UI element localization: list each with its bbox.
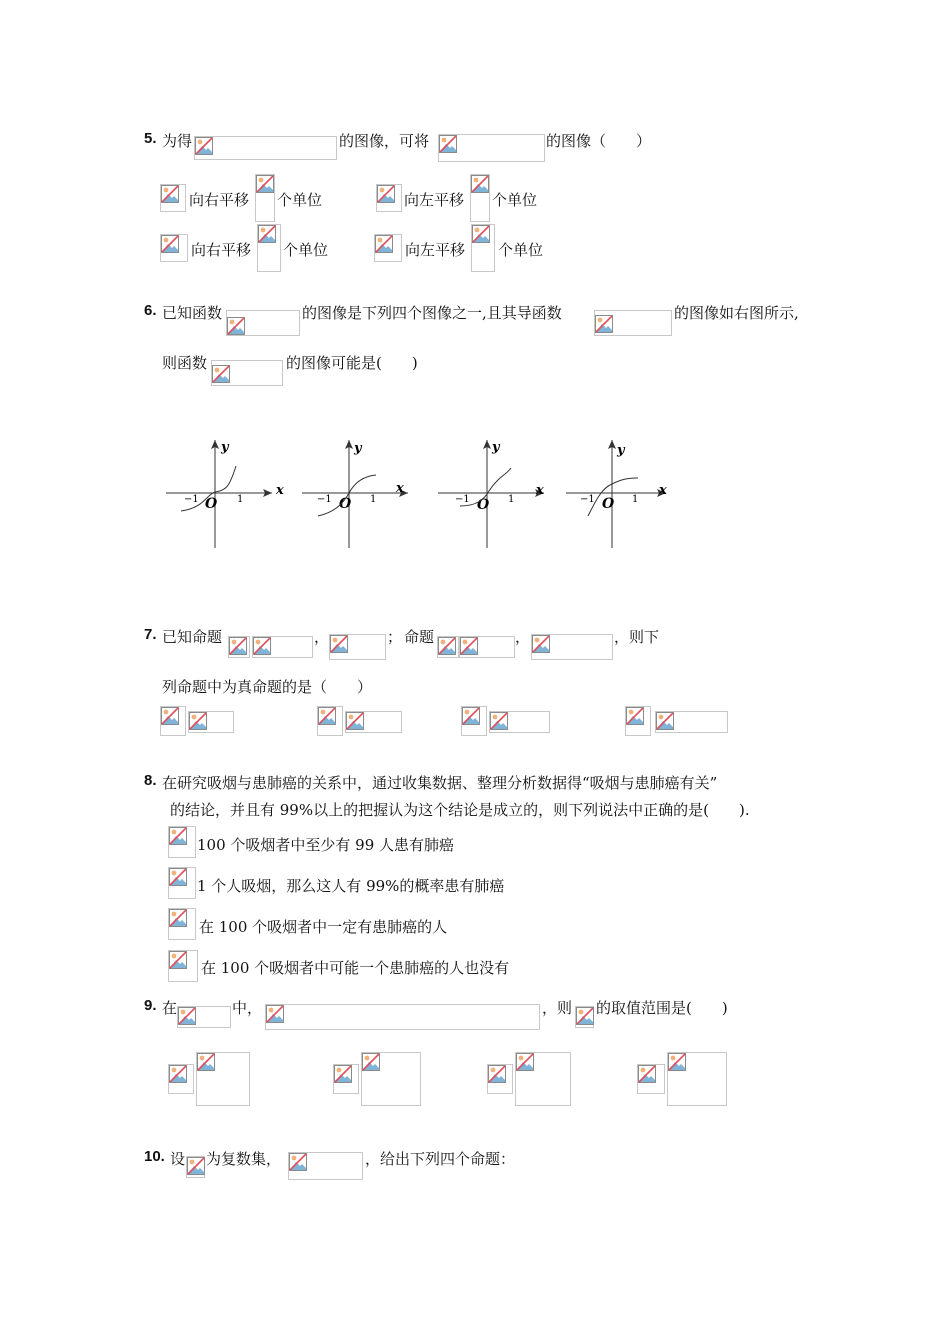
q5-option-b-text: 向左平移 xyxy=(404,191,465,209)
q7-text-2: 命题 xyxy=(404,628,435,646)
q7-semicolon: ； xyxy=(387,628,403,646)
broken-image-icon xyxy=(460,637,478,655)
q5-option-a-label-image xyxy=(160,184,186,212)
q6-formula-image-3 xyxy=(211,360,283,386)
q9-option-a-label-image xyxy=(168,1064,194,1094)
q8-option-c-label-image xyxy=(168,908,196,940)
q5-option-b-value-image xyxy=(470,174,490,222)
q5-option-c-label-image xyxy=(160,234,188,262)
q9-text-2: 中， xyxy=(232,999,263,1017)
q10-formula-image-2 xyxy=(288,1152,363,1180)
q7-text-1: 已知命题 xyxy=(162,628,223,646)
broken-image-icon xyxy=(576,1007,594,1025)
q7-option-b-label-image xyxy=(317,706,343,736)
broken-image-icon xyxy=(488,1065,506,1083)
q9-option-c-formula-image xyxy=(515,1052,571,1106)
q6-text-2: 的图像是下列四个图像之一,且其导函数 xyxy=(302,304,562,322)
q5-formula-image-2 xyxy=(438,134,545,162)
broken-image-icon xyxy=(638,1065,656,1083)
q6-text-3: 的图像如右图所示, xyxy=(674,304,799,322)
broken-image-icon xyxy=(178,1007,196,1025)
graph-a-y-label: y xyxy=(221,440,229,455)
q9-option-a-formula-image xyxy=(196,1052,250,1106)
q5-option-a-value-image xyxy=(255,174,275,222)
q10-text-1: 设 xyxy=(170,1150,186,1168)
q6-text-1: 已知函数 xyxy=(162,304,223,322)
graph-b-x-label: x xyxy=(396,481,404,496)
q7-option-b-formula-image xyxy=(345,711,402,733)
graph-a-neg-one-label: −1 xyxy=(184,494,199,505)
broken-image-icon xyxy=(258,225,276,243)
graph-a-x-label: x xyxy=(276,483,284,498)
q6-graph-c xyxy=(434,436,552,552)
q10-text-3: ，给出下列四个命题： xyxy=(365,1150,516,1168)
q7-comma-2: ， xyxy=(515,628,531,646)
broken-image-icon xyxy=(439,135,457,153)
q5-text-2: 的图像，可将 xyxy=(339,132,430,150)
graph-c-neg-one-label: −1 xyxy=(455,494,470,505)
broken-image-icon xyxy=(187,1157,205,1175)
broken-image-icon xyxy=(289,1153,307,1171)
q9-text-4: 的取值范围是( ) xyxy=(596,999,728,1017)
q7-formula-image-4 xyxy=(437,636,459,658)
q6-graph-a xyxy=(162,436,284,552)
question-8-number: 8. xyxy=(144,772,157,789)
question-6-number: 6. xyxy=(144,302,157,319)
q9-text-1: 在 xyxy=(162,999,178,1017)
q7-formula-image-5 xyxy=(459,636,515,658)
q5-option-a-unit: 个单位 xyxy=(277,191,323,209)
q5-option-b-label-image xyxy=(376,184,402,212)
graph-b-one-label: 1 xyxy=(370,494,377,505)
broken-image-icon xyxy=(595,315,613,333)
broken-image-icon xyxy=(346,712,364,730)
broken-image-icon xyxy=(668,1053,686,1071)
q7-formula-image-3 xyxy=(329,634,386,660)
q9-text-3: ，则 xyxy=(542,999,573,1017)
broken-image-icon xyxy=(471,175,489,193)
graph-b-origin-label: O xyxy=(339,496,352,512)
q7-option-c-label-image xyxy=(461,706,487,736)
q6-formula-image-1 xyxy=(226,310,300,336)
broken-image-icon xyxy=(330,635,348,653)
broken-image-icon xyxy=(169,909,187,927)
q5-option-d-text: 向左平移 xyxy=(405,241,466,259)
broken-image-icon xyxy=(256,175,274,193)
broken-image-icon xyxy=(362,1053,380,1071)
graph-d-neg-one-label: −1 xyxy=(580,494,595,505)
q5-option-d-unit: 个单位 xyxy=(498,241,544,259)
question-7-number: 7. xyxy=(144,626,157,643)
broken-image-icon xyxy=(169,827,187,845)
q6-text-4: 则函数 xyxy=(162,354,208,372)
graph-b-y-label: y xyxy=(354,441,362,456)
broken-image-icon xyxy=(229,637,247,655)
broken-image-icon xyxy=(253,637,271,655)
q8-option-d-text: 在 100 个吸烟者中可能一个患肺癌的人也没有 xyxy=(201,959,510,977)
q8-option-a-text: 100 个吸烟者中至少有 99 人患有肺癌 xyxy=(197,836,455,854)
q9-option-d-label-image xyxy=(637,1064,665,1094)
q7-option-d-label-image xyxy=(625,706,651,736)
q9-formula-image-2 xyxy=(265,1004,540,1030)
broken-image-icon xyxy=(377,185,395,203)
broken-image-icon xyxy=(161,235,179,253)
broken-image-icon xyxy=(656,712,674,730)
q5-option-d-value-image xyxy=(471,224,495,272)
graph-d-one-label: 1 xyxy=(632,494,639,505)
graph-b-neg-one-label: −1 xyxy=(317,494,332,505)
q9-option-c-label-image xyxy=(487,1064,513,1094)
q9-option-b-label-image xyxy=(333,1064,359,1094)
broken-image-icon xyxy=(169,1065,187,1083)
graph-a-origin-label: O xyxy=(205,496,218,512)
q9-option-b-formula-image xyxy=(361,1052,421,1106)
q7-text-4: 列命题中为真命题的是（ ） xyxy=(162,678,373,696)
graph-d-y-label: y xyxy=(617,443,625,458)
broken-image-icon xyxy=(532,635,550,653)
q8-option-a-label-image xyxy=(168,826,196,858)
graph-c-one-label: 1 xyxy=(508,494,515,505)
broken-image-icon xyxy=(266,1005,284,1023)
graph-d-x-label: x xyxy=(659,483,667,498)
graph-c-x-label: x xyxy=(536,483,544,498)
q8-line-1: 在研究吸烟与患肺癌的关系中，通过收集数据、整理分析数据得“吸烟与患肺癌有关” xyxy=(162,774,718,792)
broken-image-icon xyxy=(189,712,207,730)
q5-option-c-text: 向右平移 xyxy=(191,241,252,259)
q8-option-d-label-image xyxy=(168,950,198,982)
q9-option-d-formula-image xyxy=(667,1052,727,1106)
q5-option-c-unit: 个单位 xyxy=(283,241,329,259)
broken-image-icon xyxy=(169,951,187,969)
broken-image-icon xyxy=(375,235,393,253)
q6-formula-image-2 xyxy=(594,310,672,336)
broken-image-icon xyxy=(212,365,230,383)
q5-option-c-value-image xyxy=(257,224,281,272)
q8-option-b-text: 1 个人吸烟，那么这人有 99%的概率患有肺癌 xyxy=(197,877,505,895)
broken-image-icon xyxy=(516,1053,534,1071)
broken-image-icon xyxy=(161,707,179,725)
q5-option-a-text: 向右平移 xyxy=(189,191,250,209)
broken-image-icon xyxy=(334,1065,352,1083)
q8-option-b-label-image xyxy=(168,867,196,899)
broken-image-icon xyxy=(169,868,187,886)
q9-formula-image-3 xyxy=(575,1006,594,1028)
broken-image-icon xyxy=(490,712,508,730)
broken-image-icon xyxy=(227,317,245,335)
question-5-number: 5. xyxy=(144,130,157,147)
broken-image-icon xyxy=(472,225,490,243)
q5-formula-image-1 xyxy=(194,136,337,160)
q6-text-5: 的图像可能是( ) xyxy=(286,354,418,372)
q10-text-2: 为复数集， xyxy=(206,1150,282,1168)
q6-graph-d xyxy=(562,436,680,552)
q7-formula-image-2 xyxy=(252,636,313,658)
q5-option-b-unit: 个单位 xyxy=(492,191,538,209)
broken-image-icon xyxy=(195,137,213,155)
broken-image-icon xyxy=(626,707,644,725)
broken-image-icon xyxy=(462,707,480,725)
q7-formula-image-1 xyxy=(228,636,250,658)
q9-formula-image-1 xyxy=(177,1006,231,1028)
q8-line-2: 的结论，并且有 99%以上的把握认为这个结论是成立的，则下列说法中正确的是( ). xyxy=(170,801,750,819)
graph-c-origin-label: O xyxy=(477,497,490,513)
broken-image-icon xyxy=(161,185,179,203)
question-9-number: 9. xyxy=(144,997,157,1014)
q5-text-3: 的图像（ ） xyxy=(546,132,652,150)
q7-option-a-formula-image xyxy=(188,711,234,733)
q5-option-d-label-image xyxy=(374,234,402,262)
q7-comma-1: ， xyxy=(314,628,330,646)
graph-c-y-label: y xyxy=(492,440,500,455)
q7-text-3: ，则下 xyxy=(614,628,660,646)
q8-option-c-text: 在 100 个吸烟者中一定有患肺癌的人 xyxy=(199,918,448,936)
question-10-number: 10. xyxy=(144,1148,165,1165)
q10-formula-image-1 xyxy=(186,1156,205,1178)
broken-image-icon xyxy=(197,1053,215,1071)
q7-option-d-formula-image xyxy=(655,711,728,733)
graph-a-one-label: 1 xyxy=(237,494,244,505)
q7-option-c-formula-image xyxy=(489,711,550,733)
q7-option-a-label-image xyxy=(160,706,186,736)
q7-formula-image-6 xyxy=(531,634,613,660)
graph-d-origin-label: O xyxy=(602,496,615,512)
broken-image-icon xyxy=(318,707,336,725)
q6-graph-b xyxy=(298,436,416,552)
q5-text-1: 为得 xyxy=(162,132,193,150)
broken-image-icon xyxy=(438,637,456,655)
